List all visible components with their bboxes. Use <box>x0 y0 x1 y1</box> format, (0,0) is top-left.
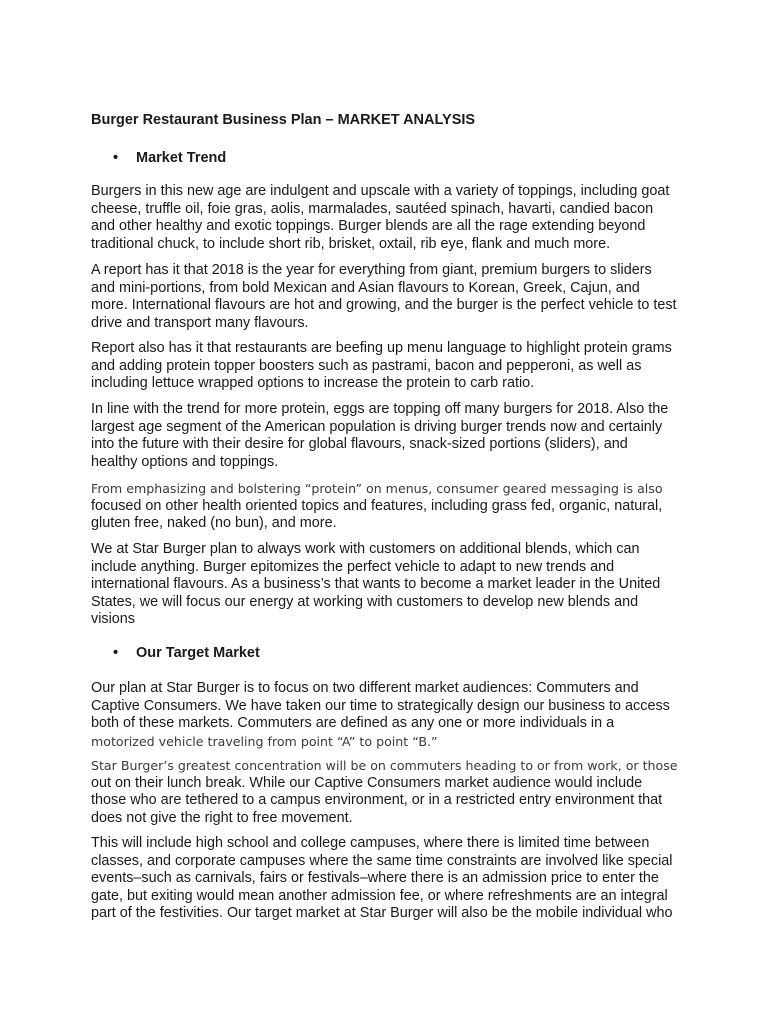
paragraph: In line with the trend for more protein, eggs are topping off many burgers for 2018. Also the largest age segment of the American population is driving burger trends now and certainly into the future with their desire for global flavours, snack-sized portions (sliders), and healthy options and toppings. <box>91 401 669 470</box>
paragraph: Burgers in this new age are indulgent and upscale with a variety of toppings, including goat cheese, truffle oil, foie gras, aolis, marmalades, sautéed spinach, havarti, candied bacon and other healthy and exotic toppings. Burger blends are all the rage extending beyond traditional chuck, to include short rib, brisket, oxtail, rib eye, flank and much more. <box>91 183 670 252</box>
bullet-icon: • <box>113 150 119 166</box>
section-heading-label: Our Target Market <box>136 645 260 661</box>
paragraph: We at Star Burger plan to always work with customers on additional blends, which can include anything. Burger epitomizes the perfect vehicle to adapt to new trends and international flavours. As a business’s that wants to become a market leader in the United States, we will focus our energy at working with customers to develop new blends and visions <box>91 541 661 627</box>
paragraph: This will include high school and college campuses, where there is limited time between classes, and corporate campuses where the same time constraints are involved like special events–such as carnivals, fairs or festivals–where there is an admission price to enter the gate, but exiting would mean another admission fee, or where refreshments are an integral part of the festivities. Our target market at Star Burger will also be the mobile individual who <box>91 835 673 921</box>
paragraph: Star Burger’s greatest concentration will be on commuters heading to or from work, or those out on their lunch break. While our Captive Consumers market audience would include those who are tethered to a campus environment, or in a restricted entry environment that does not give the right to free movement. <box>91 758 678 826</box>
paragraph: Our plan at Star Burger is to focus on two different market audiences: Commuters and Captive Consumers. We have taken our time to strategically design our business to access both of these markets. Commuters are defined as any one or more individuals in a motorized vehicle traveling from point “A” to point “B.” <box>91 680 670 749</box>
document-title: Burger Restaurant Business Plan – MARKET ANALYSIS <box>91 112 476 128</box>
paragraph: A report has it that 2018 is the year for everything from giant, premium burgers to sliders and mini-portions, from bold Mexican and Asian flavours to Korean, Greek, Cajun, and more. International flavours are hot and growing, and the burger is the perfect vehicle to test drive and transport many flavours. <box>91 262 677 331</box>
bullet-icon: • <box>113 645 119 661</box>
section-heading-label: Market Trend <box>136 150 227 166</box>
paragraph: From emphasizing and bolstering “protein” on menus, consumer geared messaging is also focused on other health oriented topics and features, including grass fed, organic, natural, gluten free, naked (no bun), and more. <box>91 481 663 531</box>
paragraph: Report also has it that restaurants are beefing up menu language to highlight protein grams and adding protein topper boosters such as pastrami, bacon and pepperoni, as well as including lettuce wrapped options to increase the protein to carb ratio. <box>91 340 672 391</box>
